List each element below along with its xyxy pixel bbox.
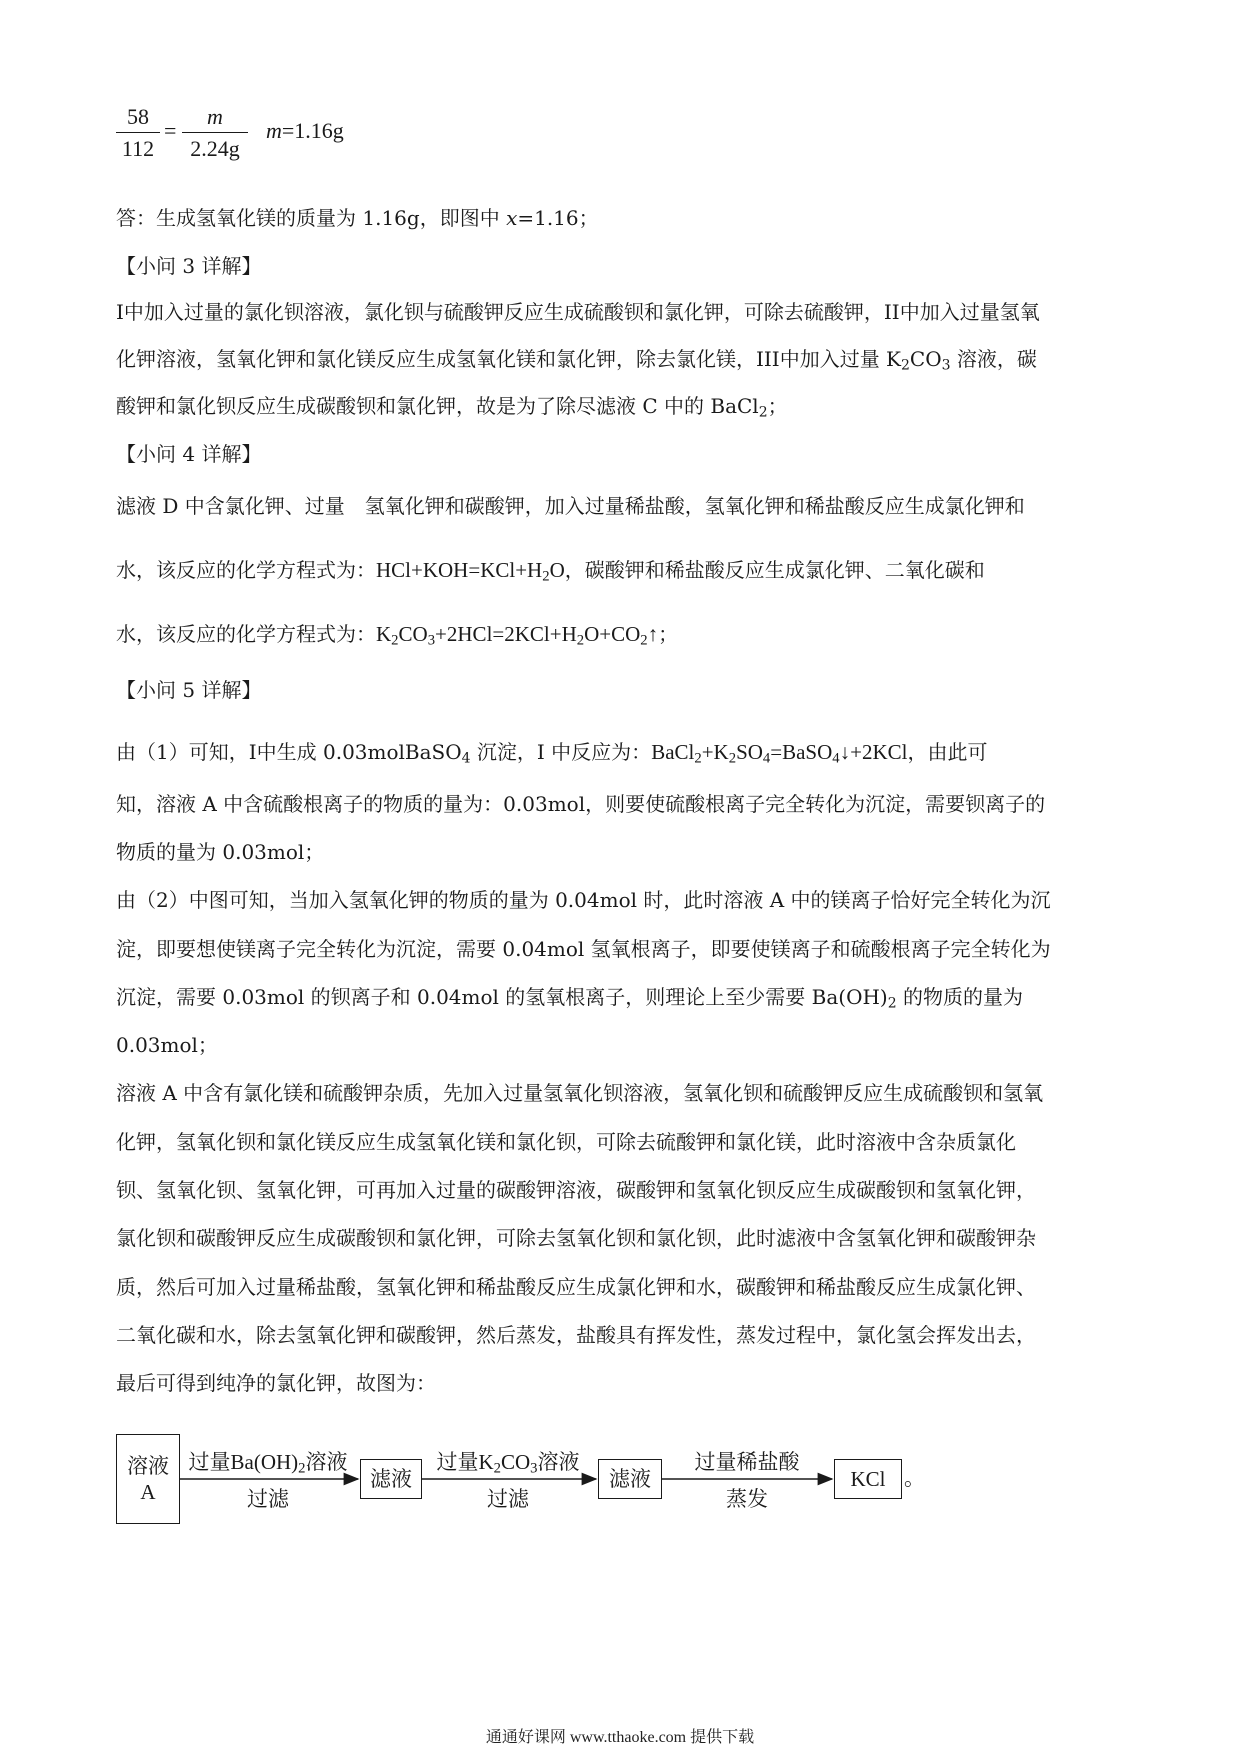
q5-line-6: 沉淀，需要 0.03mol 的钡离子和 0.04mol 的氢氧根离子，则理论上至少需要 $Ba(OH)_2$ 的物质的量为 (116, 985, 1023, 1012)
arrow-2-bottom-label: 过滤 (487, 1487, 529, 1511)
q4-line-2: 水，该反应的化学方程式为：$HCl+KOH=KCl+H_2O$，碳酸钾和稀盐酸反应生成氯化钾、二氧化碳和 (116, 558, 985, 585)
q5-line-4: 由（2）中图可知，当加入氢氧化钾的物质的量为 0.04mol 时，此时溶液 A 中的镁离子恰好完全转化为沉 (116, 888, 1051, 912)
bacl2-k2so4-equation: $BaCl_2+K_2SO_4=BaSO_4↓+2KCl$ (651, 740, 908, 767)
q4-line-3: 水，该反应的化学方程式为：$K_2CO_3+2HCl=2KCl+H_2O+CO_2↑$； (116, 622, 679, 649)
q5-line-12: 质，然后可加入过量稀盐酸，氢氧化钾和稀盐酸反应生成氯化钾和水，碳酸钾和稀盐酸反应生成氯化钾、 (116, 1275, 1036, 1299)
q5-line-2: 知，溶液 A 中含硫酸根离子的物质的量为：0.03mol，则要使硫酸根离子完全转化为沉淀，需要钡离子的 (116, 792, 1046, 816)
answer-line: 答：生成氢氧化镁的质量为 1.16g，即图中 x=1.16； (116, 206, 599, 230)
page-footer: 通通好课网 www.tthaoke.com 提供下载 (485, 1729, 755, 1746)
q5-line-5: 淀，即要想使镁离子完全转化为沉淀，需要 0.04mol 氢氧根离子，即要使镁离子和硫酸根离子完全转化为 (116, 937, 1051, 961)
q3-line-2: 化钾溶液，氢氧化钾和氯化镁反应生成氢氧化镁和氯化钾，除去氯化镁，III中加入过量 $K_2CO_3$ 溶液，碳 (116, 347, 1037, 374)
fraction-m-2.24g (182, 102, 248, 165)
hcl-koh-equation: $HCl+KOH=KCl+H_2O$ (376, 558, 565, 585)
q4-heading: 【小问 4 详解】 (116, 442, 262, 466)
flow-box-filtrate-2: 滤液 (598, 1459, 662, 1499)
q5-line-9: 化钾，氢氧化钡和氯化镁反应生成氢氧化镁和氯化钡，可除去硫酸钾和氯化镁，此时溶液中含杂质氯化 (116, 1130, 1016, 1154)
q3-line-1: I中加入过量的氯化钡溶液，氯化钡与硫酸钾反应生成硫酸钡和氯化钾，可除去硫酸钾，II中加入过量氢氧 (116, 300, 1040, 324)
q5-line-3: 物质的量为 0.03mol； (116, 840, 325, 864)
q3-line-3: 酸钾和氯化钡反应生成碳酸钡和氯化钾，故是为了除尽滤液 C 中的 BaCl$_2$； (116, 394, 788, 421)
flow-box-kcl: KCl (834, 1459, 902, 1499)
q5-line-13: 二氧化碳和水，除去氢氧化钾和碳酸钾，然后蒸发，盐酸具有挥发性，蒸发过程中，氯化氢会挥发出去， (116, 1323, 1036, 1347)
arrow-1-top-label: 过量$Ba(OH)_2$溶液 (188, 1450, 348, 1477)
q5-line-10: 钡、氢氧化钡、氢氧化钾，可再加入过量的碳酸钾溶液，碳酸钾和氢氧化钡反应生成碳酸钡和氢氧化钾， (116, 1178, 1036, 1202)
fraction-numerator: m (182, 102, 248, 133)
q5-line-7: 0.03mol； (116, 1033, 218, 1057)
flow-end-mark: 。 (904, 1466, 925, 1490)
q5-line-8: 溶液 A 中含有氯化镁和硫酸钾杂质，先加入过量氢氧化钡溶液，氢氧化钡和硫酸钾反应生成硫酸钡和氢氧 (116, 1081, 1044, 1105)
fraction-denominator: 112 (121, 136, 155, 161)
q5-line-14: 最后可得到纯净的氯化钾，故图为： (116, 1371, 436, 1395)
flow-box-solution-a: 溶液 A (116, 1434, 180, 1524)
arrow-1-bottom-label: 过滤 (247, 1487, 289, 1511)
fraction-denominator: 2.24g (190, 136, 240, 161)
q4-line-1: 滤液 D 中含氯化钾、过量 氢氧化钾和碳酸钾，加入过量稀盐酸，氢氧化钾和稀盐酸反应生成氯化钾和 (116, 494, 1025, 518)
q5-line-11: 氯化钡和碳酸钾反应生成碳酸钡和氯化钾，可除去氢氧化钡和氯化钡，此时滤液中含氢氧化钾和碳酸钾杂 (116, 1226, 1036, 1250)
q5-heading: 【小问 5 详解】 (116, 678, 262, 702)
q3-heading: 【小问 3 详解】 (116, 254, 262, 278)
fraction-numerator: 58 (116, 102, 160, 133)
arrow-3-bottom-label: 蒸发 (726, 1487, 768, 1511)
k2co3-hcl-equation: $K_2CO_3+2HCl=2KCl+H_2O+CO_2↑$ (376, 622, 659, 649)
equation-result: m=1.16g (266, 118, 344, 143)
fraction-58-112 (116, 102, 160, 165)
flow-box-filtrate-1: 滤液 (360, 1459, 422, 1499)
q5-line-1: 由（1）可知，I中生成 0.03molBaSO$_4$ 沉淀，I 中反应为：$BaCl_2+K_2SO_4=BaSO_4↓+2KCl$，由此可 (116, 740, 988, 767)
arrow-3-top-label: 过量稀盐酸 (694, 1450, 800, 1474)
arrow-2-top-label: 过量$K_2CO_3$溶液 (436, 1450, 580, 1477)
equals-sign: = (164, 118, 177, 143)
